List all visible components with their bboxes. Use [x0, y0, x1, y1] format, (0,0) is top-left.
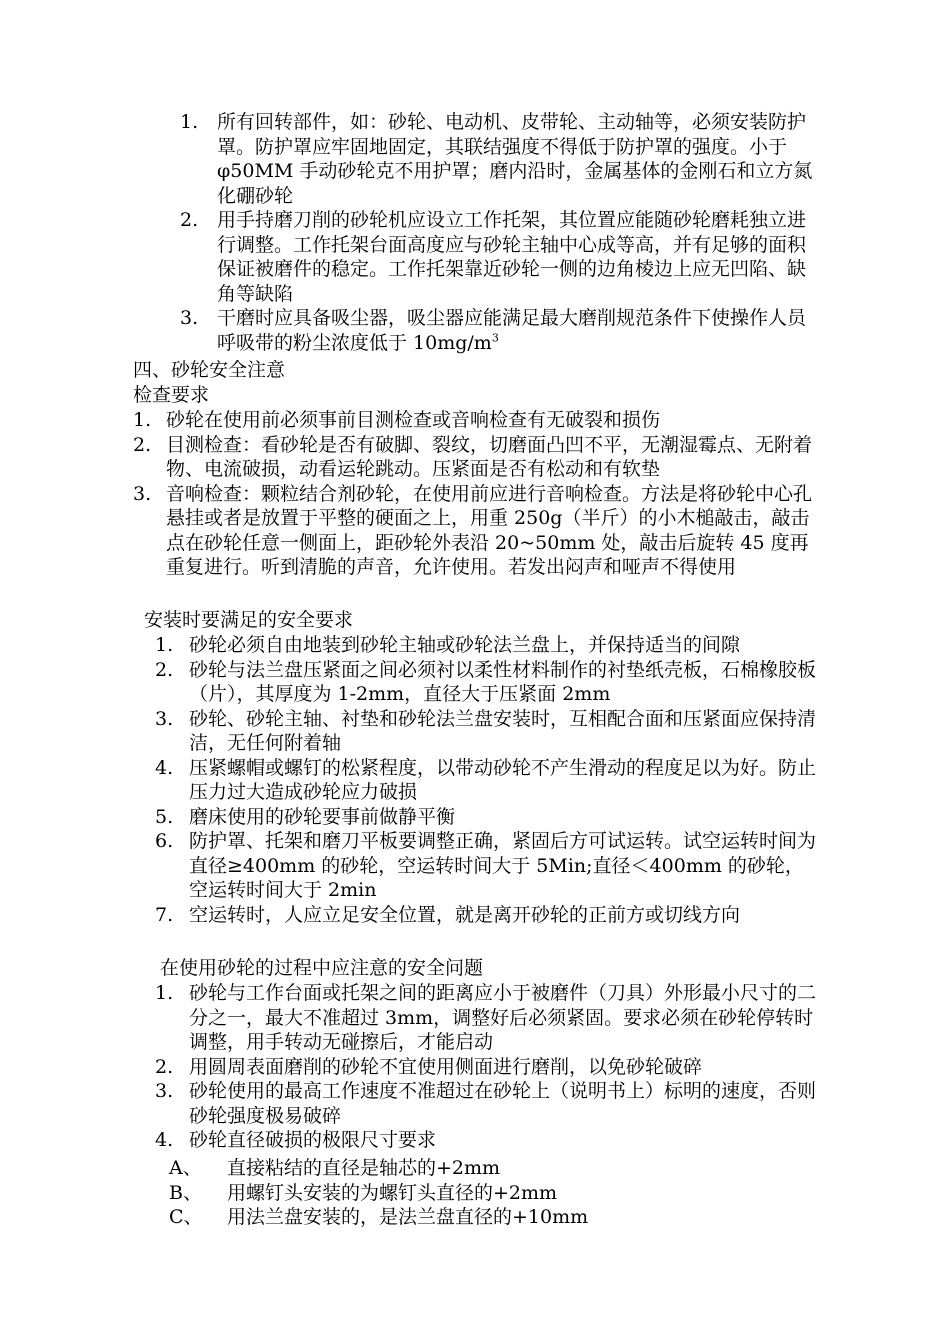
list-number: 3.	[155, 707, 174, 730]
list-text: 用圆周表面磨削的砂轮不宜使用侧面进行磨削，以免砂轮破碎	[189, 1055, 703, 1078]
inspection-heading: 检查要求	[133, 384, 210, 406]
list-item	[155, 658, 820, 707]
list-text: 用法兰盘安装的，是法兰盘直径的+10mm	[227, 1206, 589, 1228]
list-number: 7.	[155, 903, 174, 926]
list-text: 砂轮与法兰盘压紧面之间必须衬以柔性材料制作的衬垫纸壳板，石棉橡胶板（片），其厚度为 1-2mm，直径大于压紧面 2mm	[189, 658, 817, 705]
list-text: 砂轮、砂轮主轴、衬垫和砂轮法兰盘安装时，互相配合面和压紧面应保持清洁，无任何附着轴	[189, 707, 817, 754]
list-number: 2.	[155, 1055, 174, 1078]
list-text: 用手持磨刀削的砂轮机应设立工作托架，其位置应能随砂轮磨耗独立进行调整。工作托架台面高度应与砂轮主轴中心成等高，并有足够的面积保证被磨件的稳定。工作托架靠近砂轮一侧的边角棱边上应无凹陷、缺角等缺陷	[217, 209, 807, 305]
list-number: 6.	[155, 830, 174, 852]
list-number: 3.	[180, 307, 199, 329]
list-item	[155, 1055, 820, 1080]
list-text: 防护罩、托架和磨刀平板要调整正确，紧固后方可试运转。试空运转时间为直径≥400mm 的砂轮，空运转时间大于 5Min;直径＜400mm 的砂轮，空运转时间大于 2min	[189, 830, 817, 901]
list-item	[155, 1079, 820, 1128]
safety-guard-list	[180, 110, 820, 355]
install-list	[155, 633, 820, 927]
limit-size-list	[169, 1156, 809, 1230]
list-number: 1.	[133, 409, 152, 431]
list-letter: A、	[169, 1157, 202, 1179]
list-item	[180, 306, 820, 355]
list-item	[155, 981, 820, 1055]
usage-heading: 在使用砂轮的过程中应注意的安全问题	[160, 957, 484, 979]
list-number: 2.	[180, 209, 199, 231]
list-text: 砂轮直径破损的极限尺寸要求	[189, 1129, 437, 1151]
list-text	[217, 306, 820, 355]
list-number: 1.	[180, 111, 199, 133]
list-item	[169, 1181, 809, 1206]
list-number: 3.	[133, 482, 152, 505]
install-heading: 安装时要满足的安全要求	[144, 609, 354, 631]
list-text: 磨床使用的砂轮要事前做静平衡	[189, 805, 456, 828]
list-text-body: 干磨时应具备吸尘器，吸尘器应能满足最大磨削规范条件下使操作人员呼吸带的粉尘浓度低于 10mg/m	[217, 307, 807, 354]
list-number: 2.	[155, 658, 174, 681]
list-text: 所有回转部件，如：砂轮、电动机、皮带轮、主动轴等，必须安装防护罩。防护罩应牢固地固定，其联结强度不得低于防护罩的强度。小于 φ50MM 手动砂轮克不用护罩；磨内沿时，金属基体的金刚石和立方氮化硼砂轮	[217, 111, 813, 207]
list-item	[155, 805, 820, 830]
list-text: 砂轮必须自由地装到砂轮主轴或砂轮法兰盘上，并保持适当的间隙	[189, 634, 741, 656]
list-number: 2.	[133, 433, 152, 456]
inspection-list	[133, 408, 823, 580]
list-text: 砂轮在使用前必须事前目测检查或音响检查有无破裂和损伤	[166, 409, 661, 431]
list-number: 1.	[155, 982, 174, 1004]
list-item	[180, 208, 820, 306]
list-item	[155, 903, 820, 928]
list-item	[155, 756, 820, 805]
list-text: 压紧螺帽或螺钉的松紧程度，以带动砂轮不产生滑动的程度足以为好。防止压力过大造成砂轮应力破损	[189, 756, 817, 803]
list-text: 直接粘结的直径是轴芯的+2mm	[227, 1157, 501, 1179]
list-item	[133, 408, 823, 433]
list-text: 砂轮使用的最高工作速度不准超过在砂轮上（说明书上）标明的速度，否则砂轮强度极易破碎	[189, 1080, 817, 1127]
superscript: 3	[491, 331, 499, 345]
list-number: 5.	[155, 805, 174, 828]
list-letter: B、	[169, 1181, 202, 1204]
usage-list	[155, 981, 820, 1153]
list-text: 音响检查：颗粒结合剂砂轮，在使用前应进行音响检查。方法是将砂轮中心孔悬挂或者是放置于平整的硬面之上，用重 250g（半斤）的小木槌敲击，敲击点在砂轮任意一侧面上，距砂轮外表沿 20~50mm 处，敲击后旋转 45 度再重复进行。听到清脆的声音，允许使用。若发出闷声和哑声不得使用	[166, 482, 813, 578]
list-item	[155, 1128, 820, 1153]
list-item	[180, 110, 820, 208]
list-text: 用螺钉头安装的为螺钉头直径的+2mm	[227, 1181, 558, 1204]
list-text: 空运转时，人应立足安全位置，就是离开砂轮的正前方或切线方向	[189, 903, 741, 926]
list-number: 3.	[155, 1080, 174, 1102]
list-item	[133, 433, 823, 482]
section-title: 四、砂轮安全注意	[133, 359, 286, 381]
list-letter: C、	[169, 1206, 203, 1228]
list-item	[155, 707, 820, 756]
list-text: 目测检查：看砂轮是否有破脚、裂纹，切磨面凸凹不平，无潮湿霉点、无附着物、电流破损，动看运轮跳动。压紧面是否有松动和有软垫	[166, 433, 813, 480]
list-number: 1.	[155, 634, 174, 656]
list-number: 4.	[155, 1129, 174, 1151]
list-number: 4.	[155, 756, 174, 779]
list-item	[169, 1205, 809, 1230]
list-item	[155, 829, 820, 903]
list-text: 砂轮与工作台面或托架之间的距离应小于被磨件（刀具）外形最小尺寸的二分之一，最大不准超过 3mm，调整好后必须紧固。要求必须在砂轮停转时调整，用手转动无碰擦后，才能启动	[189, 982, 817, 1053]
list-item	[155, 633, 820, 658]
list-item	[169, 1156, 809, 1181]
list-item	[133, 482, 823, 580]
